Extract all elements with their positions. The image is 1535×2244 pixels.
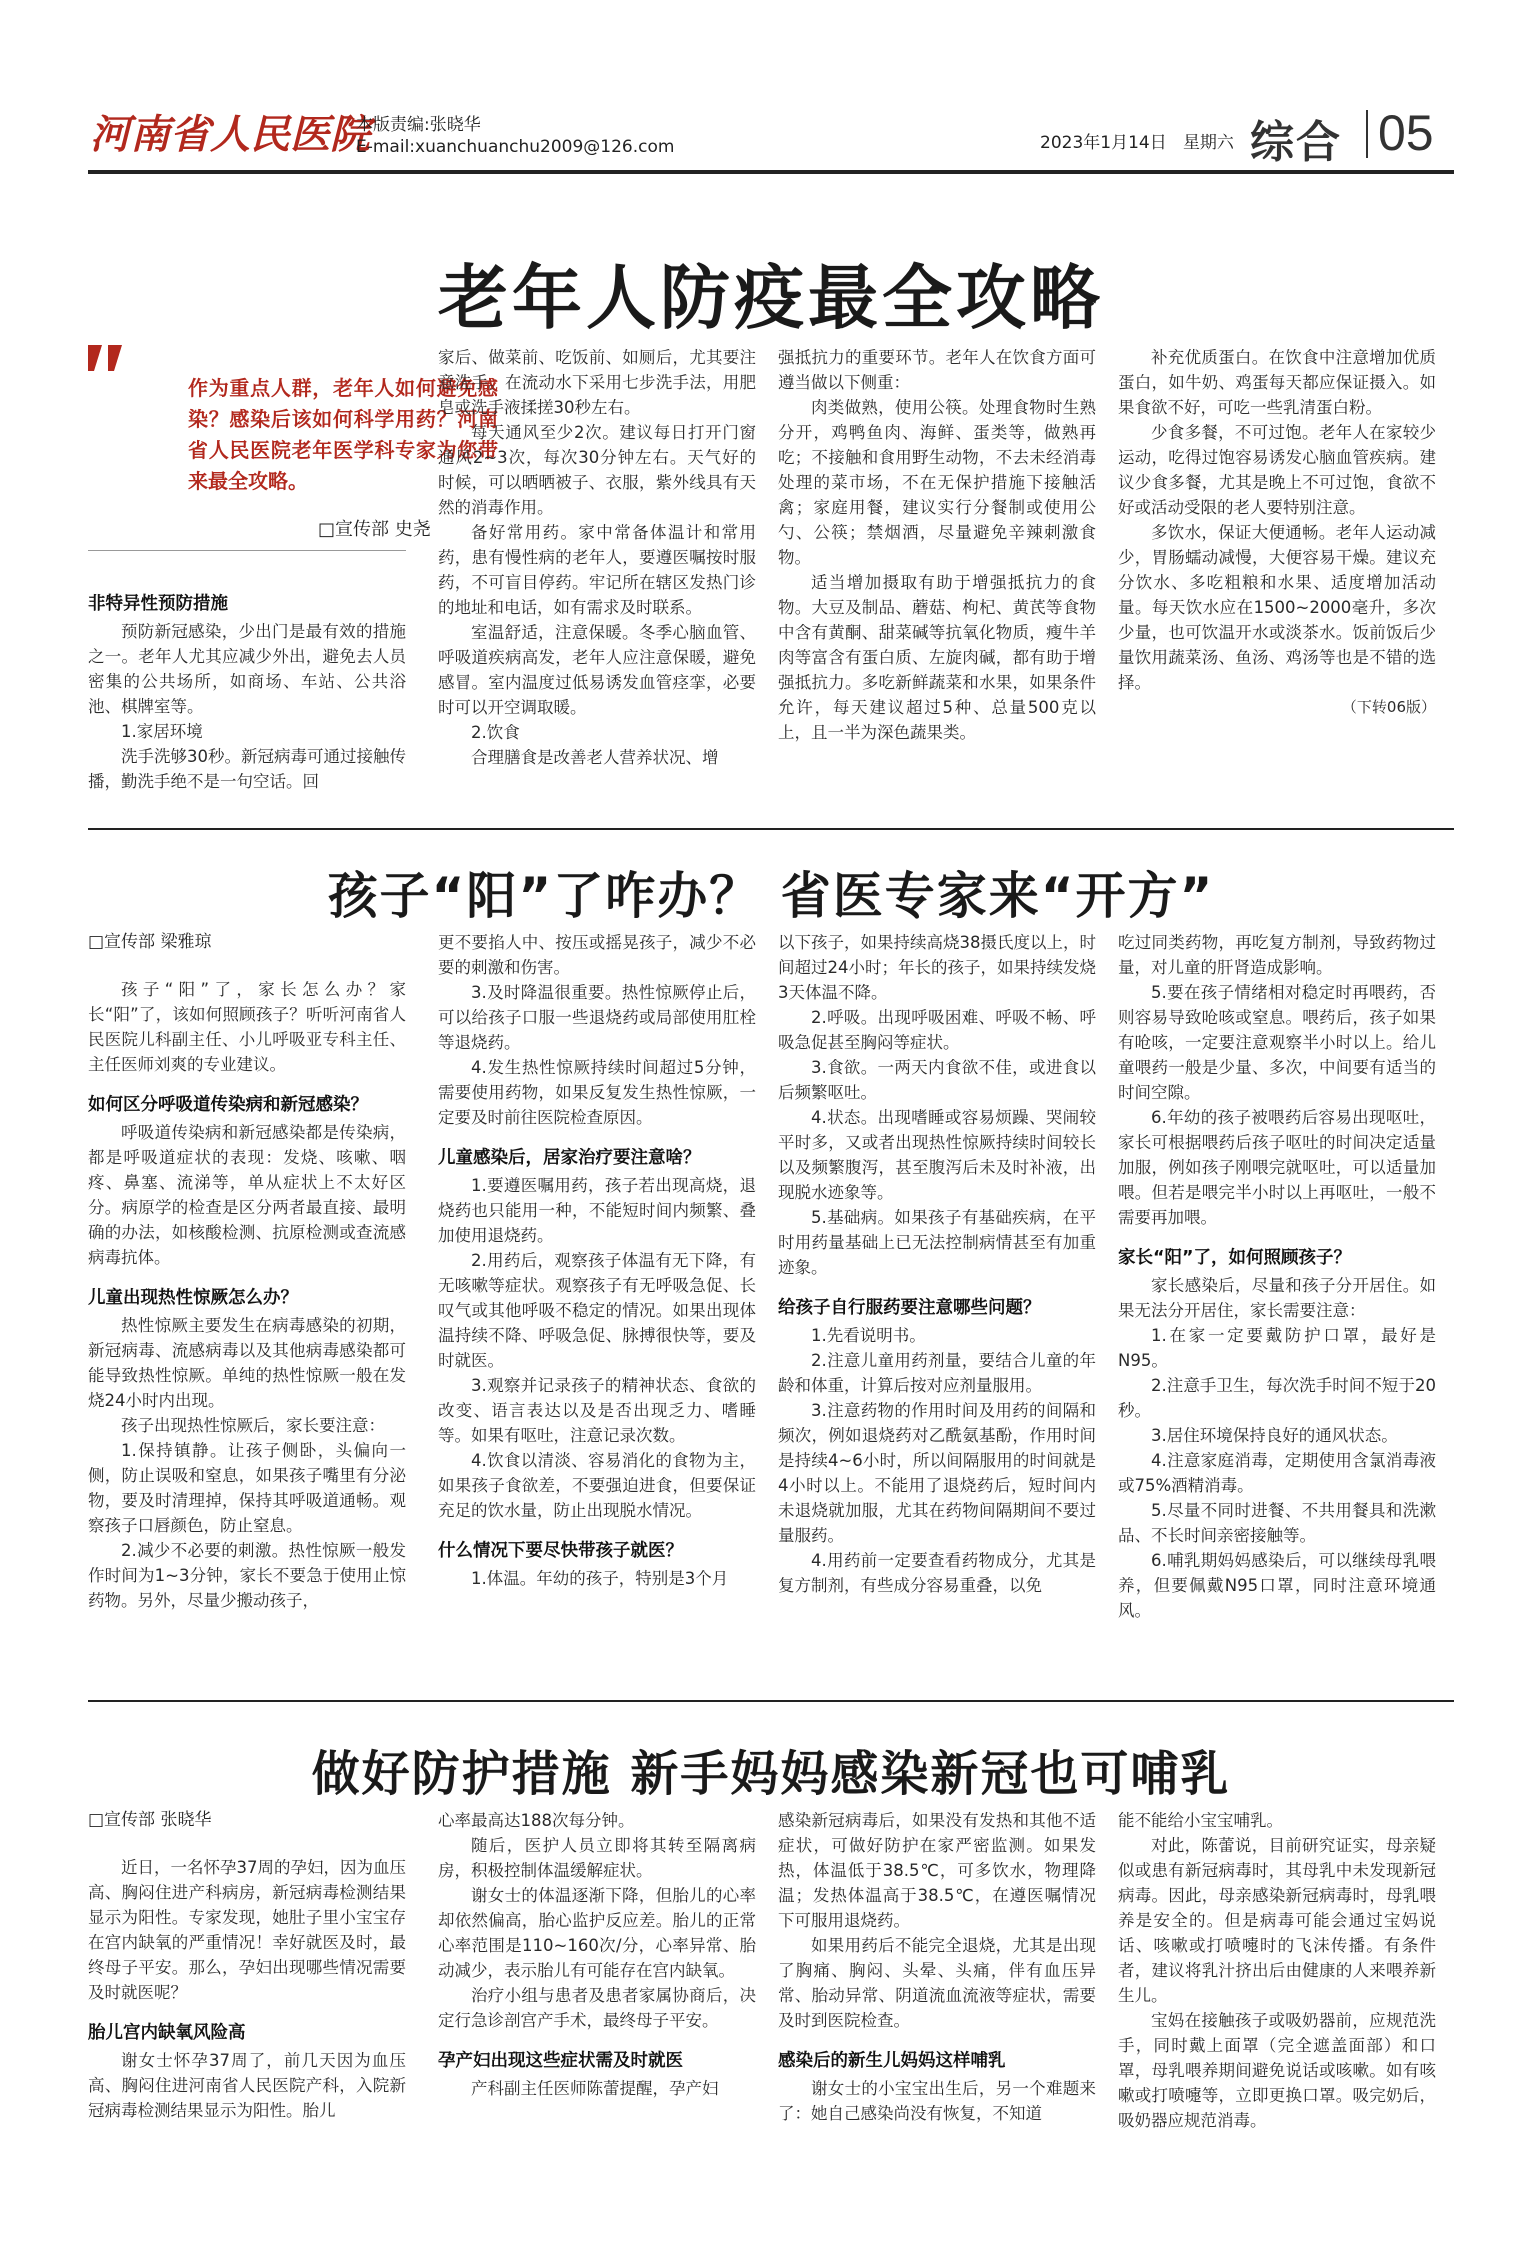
article3-column-2 [438, 1808, 756, 2208]
article1-column-4 [1118, 345, 1436, 803]
paragraph: 洗手洗够30秒。新冠病毒可通过接触传播，勤洗手绝不是一句空话。回 [88, 747, 406, 791]
paragraph: 更不要掐人中、按压或摇晃孩子，减少不必要的刺激和伤害。 [438, 933, 756, 977]
paragraph: 2.减少不必要的刺激。热性惊厥一般发作时间为1~3分钟，家长不要急于使用止惊药物。另外，尽量少搬动孩子， [88, 1541, 406, 1610]
paragraph: 5.基础病。如果孩子有基础疾病，在平时用药量基础上已无法控制病情甚至有加重迹象。 [778, 1208, 1096, 1277]
paragraph: 以下孩子，如果持续高烧38摄氏度以上，时间超过24小时；年长的孩子，如果持续发烧3天体温不降。 [778, 933, 1096, 1002]
spacer [88, 955, 406, 977]
paragraph: 1.体温。年幼的孩子，特别是3个月 [471, 1569, 729, 1588]
paragraph: 2.用药后，观察孩子体温有无下降，有无咳嗽等症状。观察孩子有无呼吸急促、长叹气或其他呼吸不稳定的情况。如果出现体温持续不降、呼吸急促、脉搏很快等，要及时就医。 [438, 1251, 756, 1370]
subheading: 儿童感染后，居家治疗要注意啥？ [438, 1148, 701, 1168]
paragraph: 多饮水，保证大便通畅。老年人运动减少，胃肠蠕动减慢，大便容易干燥。建议充分饮水、多吃粗粮和水果、适度增加活动量。每天饮水应在1500~2000毫升，多次少量，也可饮温开水或淡茶水。饭前饭后少量饮用蔬菜汤、鱼汤、鸡汤等也是不错的选择。 [1118, 523, 1436, 692]
hospital-logo [88, 100, 370, 162]
paragraph: 2.饮食 [471, 723, 520, 742]
paragraph: 备好常用药。家中常备体温计和常用药，患有慢性病的老年人，要遵医嘱按时服药，不可盲目停药。牢记所在辖区发热门诊的地址和电话，如有需求及时联系。 [438, 523, 756, 617]
paragraph: 近日，一名怀孕37周的孕妇，因为血压高、胸闷住进产科病房，新冠病毒检测结果显示为阳性。专家发现，她肚子里小宝宝存在宫内缺氧的严重情况！幸好就医及时，最终母子平安。那么，孕妇出现哪些情况需要及时就医呢？ [88, 1858, 406, 2002]
paragraph: 吃过同类药物，再吃复方制剂，导致药物过量，对儿童的肝肾造成影响。 [1118, 933, 1436, 977]
paragraph: 热性惊厥主要发生在病毒感染的初期，新冠病毒、流感病毒以及其他病毒感染都可能导致热性惊厥。单纯的热性惊厥一般在发烧24小时内出现。 [88, 1316, 406, 1410]
subheading: 胎儿宫内缺氧风险高 [88, 2023, 246, 2043]
paragraph: 对此，陈蕾说，目前研究证实，母亲疑似或患有新冠病毒时，其母乳中未发现新冠病毒。因此，母亲感染新冠病毒时，母乳喂养是安全的。但是病毒可能会通过宝妈说话、咳嗽或打喷嚏时的飞沫传播。有条件者，建议将乳汁挤出后由健康的人来喂养新生儿。 [1118, 1836, 1436, 2005]
subheading: 非特异性预防措施 [88, 594, 228, 614]
subheading: 给孩子自行服药要注意哪些问题？ [778, 1298, 1041, 1318]
paragraph: 能不能给小宝宝哺乳。 [1118, 1811, 1283, 1830]
paragraph: 宝妈在接触孩子或吸奶器前，应规范洗手，同时戴上面罩（完全遮盖面部）和口罩，母乳喂养期间避免说话或咳嗽。如有咳嗽或打喷嚏等，立即更换口罩。吸完奶后，吸奶器应规范消毒。 [1118, 2011, 1436, 2130]
paragraph: 补充优质蛋白。在饮食中注意增加优质蛋白，如牛奶、鸡蛋每天都应保证摄入。如果食欲不好，可吃一些乳清蛋白粉。 [1118, 348, 1436, 417]
paragraph: 1.家居环境 [121, 722, 203, 741]
paragraph: 6.哺乳期妈妈感染后，可以继续母乳喂养，但要佩戴N95口罩，同时注意环境通风。 [1118, 1551, 1436, 1620]
paragraph: 1.保持镇静。让孩子侧卧，头偏向一侧，防止误吸和窒息，如果孩子嘴里有分泌物，要及时清理掉，保持其呼吸道通畅。观察孩子口唇颜色，防止窒息。 [88, 1441, 406, 1535]
paragraph: 孩子出现热性惊厥后，家长要注意： [121, 1416, 385, 1435]
intro-byline: □宣传部 史尧 [318, 519, 431, 540]
paragraph: 6.年幼的孩子被喂药后容易出现呕吐，家长可根据喂药后孩子呕吐的时间决定适量加服，例如孩子刚喂完就呕吐，可以适量加喂。但若是喂完半小时以上再呕吐，一般不需要再加喂。 [1118, 1108, 1436, 1227]
paragraph: 3.及时降温很重要。热性惊厥停止后，可以给孩子口服一些退烧药或局部使用肛栓等退烧药。 [438, 983, 756, 1052]
paragraph: 2.注意手卫生，每次洗手时间不短于20秒。 [1118, 1376, 1436, 1420]
byline: □宣传部 梁雅琼 [88, 932, 212, 952]
paragraph: 4.发生热性惊厥持续时间超过5分钟，需要使用药物，如果反复发生热性惊厥，一定要及时前往医院检查原因。 [438, 1058, 756, 1127]
paragraph: 4.饮食以清淡、容易消化的食物为主，如果孩子食欲差，不要强迫进食，但要保证充足的饮水量，防止出现脱水情况。 [438, 1451, 756, 1520]
paragraph: 呼吸道传染病和新冠感染都是传染病，都是呼吸道症状的表现：发烧、咳嗽、咽疼、鼻塞、流涕等，单从症状上不太好区分。病原学的检查是区分两者最直接、最明确的办法，如核酸检测、抗原检测或查流感病毒抗体。 [88, 1123, 406, 1267]
paragraph: 感染新冠病毒后，如果没有发热和其他不适症状，可做好防护在家严密监测。如果发热，体温低于38.5℃，可多饮水，物理降温；发热体温高于38.5℃，在遵医嘱情况下可服用退烧药。 [778, 1811, 1096, 1930]
paragraph: 心率最高达188次每分钟。 [438, 1811, 635, 1830]
article2-title: 孩子“阳”了咋办？ 省医专家来“开方” [327, 867, 1215, 925]
editor-info [356, 114, 674, 158]
intro-text: 作为重点人群，老年人如何避免感染？感染后该如何科学用药？河南省人民医院老年医学科专家为您带来最全攻略。 [188, 376, 498, 493]
paragraph: 谢女士怀孕37周了，前几天因为血压高、胸闷住进河南省人民医院产科，入院新冠病毒检测结果显示为阳性。胎儿 [88, 2051, 406, 2120]
subheading: 家长“阳”了，如何照顾孩子？ [1118, 1248, 1352, 1268]
weekday-text: 星期六 [1182, 133, 1234, 153]
paragraph: 家后、做菜前、吃饭前、如厕后，尤其要注意洗手。在流动水下采用七步洗手法，用肥皂或洗手液揉搓30秒左右。 [438, 348, 756, 417]
article1-title: 老年人防疫最全攻略 [438, 257, 1104, 339]
section-name: 综合 [1250, 117, 1342, 168]
paragraph: 谢女士的小宝宝出生后，另一个难题来了：她自己感染尚没有恢复，不知道 [778, 2079, 1096, 2123]
subheading: 儿童出现热性惊厥怎么办？ [88, 1288, 298, 1308]
quote-mark-icon [88, 345, 128, 375]
paragraph: 产科副主任医师陈蕾提醒，孕产妇 [471, 2079, 719, 2098]
paragraph: 2.呼吸。出现呼吸困难、呼吸不畅、呼吸急促甚至胸闷等症状。 [778, 1008, 1096, 1052]
paragraph: 治疗小组与患者及患者家属协商后，决定行急诊剖宫产手术，最终母子平安。 [438, 1986, 756, 2030]
intro-divider [88, 550, 406, 551]
article1-column-3 [778, 345, 1096, 803]
paragraph: 1.要遵医嘱用药，孩子若出现高烧，退烧药也只能用一种，不能短时间内频繁、叠加使用退烧药。 [438, 1176, 756, 1245]
paragraph: 如果用药后不能完全退烧，尤其是出现了胸痛、胸闷、头晕、头痛，伴有血压异常、胎动异常、阴道流血流液等症状，需要及时到医院检查。 [778, 1936, 1096, 2030]
article3-title: 做好防护措施 新手妈妈感染新冠也可哺乳 [311, 1746, 1231, 1802]
byline: □宣传部 张晓华 [88, 1810, 212, 1830]
paragraph: 4.状态。出现嗜睡或容易烦躁、哭闹较平时多，又或者出现热性惊厥持续时间较长以及频繁腹泻，甚至腹泻后未及时补液，出现脱水迹象等。 [778, 1108, 1096, 1202]
paragraph: 随后，医护人员立即将其转至隔离病房，积极控制体温缓解症状。 [438, 1836, 756, 1880]
continuation-note: （下转06版） [1341, 698, 1436, 716]
paragraph: 4.注意家庭消毒，定期使用含氯消毒液或75%酒精消毒。 [1118, 1451, 1436, 1495]
article2-column-2 [438, 930, 756, 1668]
article1-bottom-rule [88, 828, 1454, 830]
article2-bottom-rule [88, 1700, 1454, 1702]
masthead-rule [88, 170, 1454, 174]
paragraph: 1.在家一定要戴防护口罩，最好是N95。 [1118, 1326, 1436, 1370]
paragraph: 3.居住环境保持良好的通风状态。 [1151, 1426, 1398, 1445]
paragraph: 强抵抗力的重要环节。老年人在饮食方面可遵当做以下侧重： [778, 348, 1096, 392]
paragraph: 5.要在孩子情绪相对稳定时再喂药，否则容易导致呛咳或窒息。喂药后，孩子如果有呛咳，一定要注意观察半小时以上。给儿童喂药一般是少量、多次，中间要有适当的时间空隙。 [1118, 983, 1436, 1102]
paragraph: 家长感染后，尽量和孩子分开居住。如果无法分开居住，家长需要注意： [1118, 1276, 1436, 1320]
editor-name: 本版责编:张晓华 [356, 115, 481, 135]
article2-column-1 [88, 930, 406, 1668]
section-divider [1366, 110, 1368, 158]
article1-column-2 [438, 345, 756, 803]
article2-column-3 [778, 930, 1096, 1668]
masthead [88, 100, 1454, 166]
date-text: 2023年1月14日 [1040, 133, 1167, 153]
subheading: 什么情况下要尽快带孩子就医？ [438, 1541, 683, 1561]
paragraph: 预防新冠感染，少出门是最有效的措施之一。老年人尤其应减少外出，避免去人员密集的公共场所，如商场、车站、公共浴池、棋牌室等。 [88, 622, 406, 716]
logo-text: 河南省人民医院 [90, 111, 370, 158]
paragraph: 1.先看说明书。 [811, 1326, 926, 1345]
paragraph: 5.尽量不同时进餐、不共用餐具和洗漱品、不长时间亲密接触等。 [1118, 1501, 1436, 1545]
paragraph: 少食多餐，不可过饱。老年人在家较少运动，吃得过饱容易诱发心脑血管疾病。建议少食多餐，尤其是晚上不可过饱，食欲不好或活动受限的老人要特别注意。 [1118, 423, 1436, 517]
paragraph: 合理膳食是改善老人营养状况、增 [471, 748, 719, 767]
subheading: 感染后的新生儿妈妈这样哺乳 [778, 2051, 1006, 2071]
paragraph: 2.注意儿童用药剂量，要结合儿童的年龄和体重，计算后按对应剂量服用。 [778, 1351, 1096, 1395]
paragraph: 适当增加摄取有助于增强抵抗力的食物。大豆及制品、蘑菇、枸杞、黄芪等食物中含有黄酮、甜菜碱等抗氧化物质，瘦牛羊肉等富含有蛋白质、左旋肉碱，都有助于增强抵抗力。多吃新鲜蔬菜和水果，如果条件允许，每天建议超过5种、总量500克以上，且一半为深色蔬果类。 [778, 573, 1096, 742]
paragraph: 肉类做熟，使用公筷。处理食物时生熟分开，鸡鸭鱼肉、海鲜、蛋类等，做熟再吃；不接触和食用野生动物，不去未经消毒处理的菜市场，不在无保护措施下接触活禽；家庭用餐，建议实行分餐制或使用公勺、公筷；禁烟酒，尽量避免辛辣刺激食物。 [778, 398, 1096, 567]
article3-column-1 [88, 1808, 406, 2208]
paragraph: 每天通风至少2次。建议每日打开门窗通风2~3次，每次30分钟左右。天气好的时候，可以晒晒被子、衣服，紫外线具有天然的消毒作用。 [438, 423, 756, 517]
paragraph: 谢女士的体温逐渐下降，但胎儿的心率却依然偏高，胎心监护反应差。胎儿的正常心率范围是110~160次/分，心率异常、胎动减少，表示胎儿有可能存在宫内缺氧。 [438, 1886, 756, 1980]
editor-email: E-mail:xuanchuanchu2009@126.com [356, 137, 675, 157]
paragraph: 3.注意药物的作用时间及用药的间隔和频次，例如退烧药对乙酰氨基酚，作用时间是持续4~6小时，所以间隔服用的时间就是4小时以上。不能用了退烧药后，短时间内未退烧就加服，尤其在药物间隔期间不要过量服药。 [778, 1401, 1096, 1545]
paragraph: 孩子“阳”了，家长怎么办？家长“阳”了，该如何照顾孩子？听听河南省人民医院儿科副主任、小儿呼吸亚专科主任、主任医师刘爽的专业建议。 [88, 980, 406, 1074]
issue-date [1040, 128, 1234, 153]
article3-column-3 [778, 1808, 1096, 2208]
paragraph: 3.观察并记录孩子的精神状态、食欲的改变、语言表达以及是否出现乏力、嗜睡等。如果有呕吐，注意记录次数。 [438, 1376, 756, 1445]
paragraph: 室温舒适，注意保暖。冬季心脑血管、呼吸道疾病高发，老年人应注意保暖，避免感冒。室内温度过低易诱发血管痉挛，必要时可以开空调取暖。 [438, 623, 756, 717]
article3-column-4 [1118, 1808, 1436, 2208]
article1-column-1 [88, 592, 406, 804]
article2-column-4 [1118, 930, 1436, 1668]
subheading: 如何区分呼吸道传染病和新冠感染？ [88, 1095, 368, 1115]
spacer [88, 1833, 406, 1855]
paragraph: 4.用药前一定要查看药物成分，尤其是复方制剂，有些成分容易重叠，以免 [778, 1551, 1096, 1595]
subheading: 孕产妇出现这些症状需及时就医 [438, 2051, 683, 2071]
paragraph: 3.食欲。一两天内食欲不佳，或进食以后频繁呕吐。 [778, 1058, 1096, 1102]
page-number: 05 [1378, 105, 1434, 161]
